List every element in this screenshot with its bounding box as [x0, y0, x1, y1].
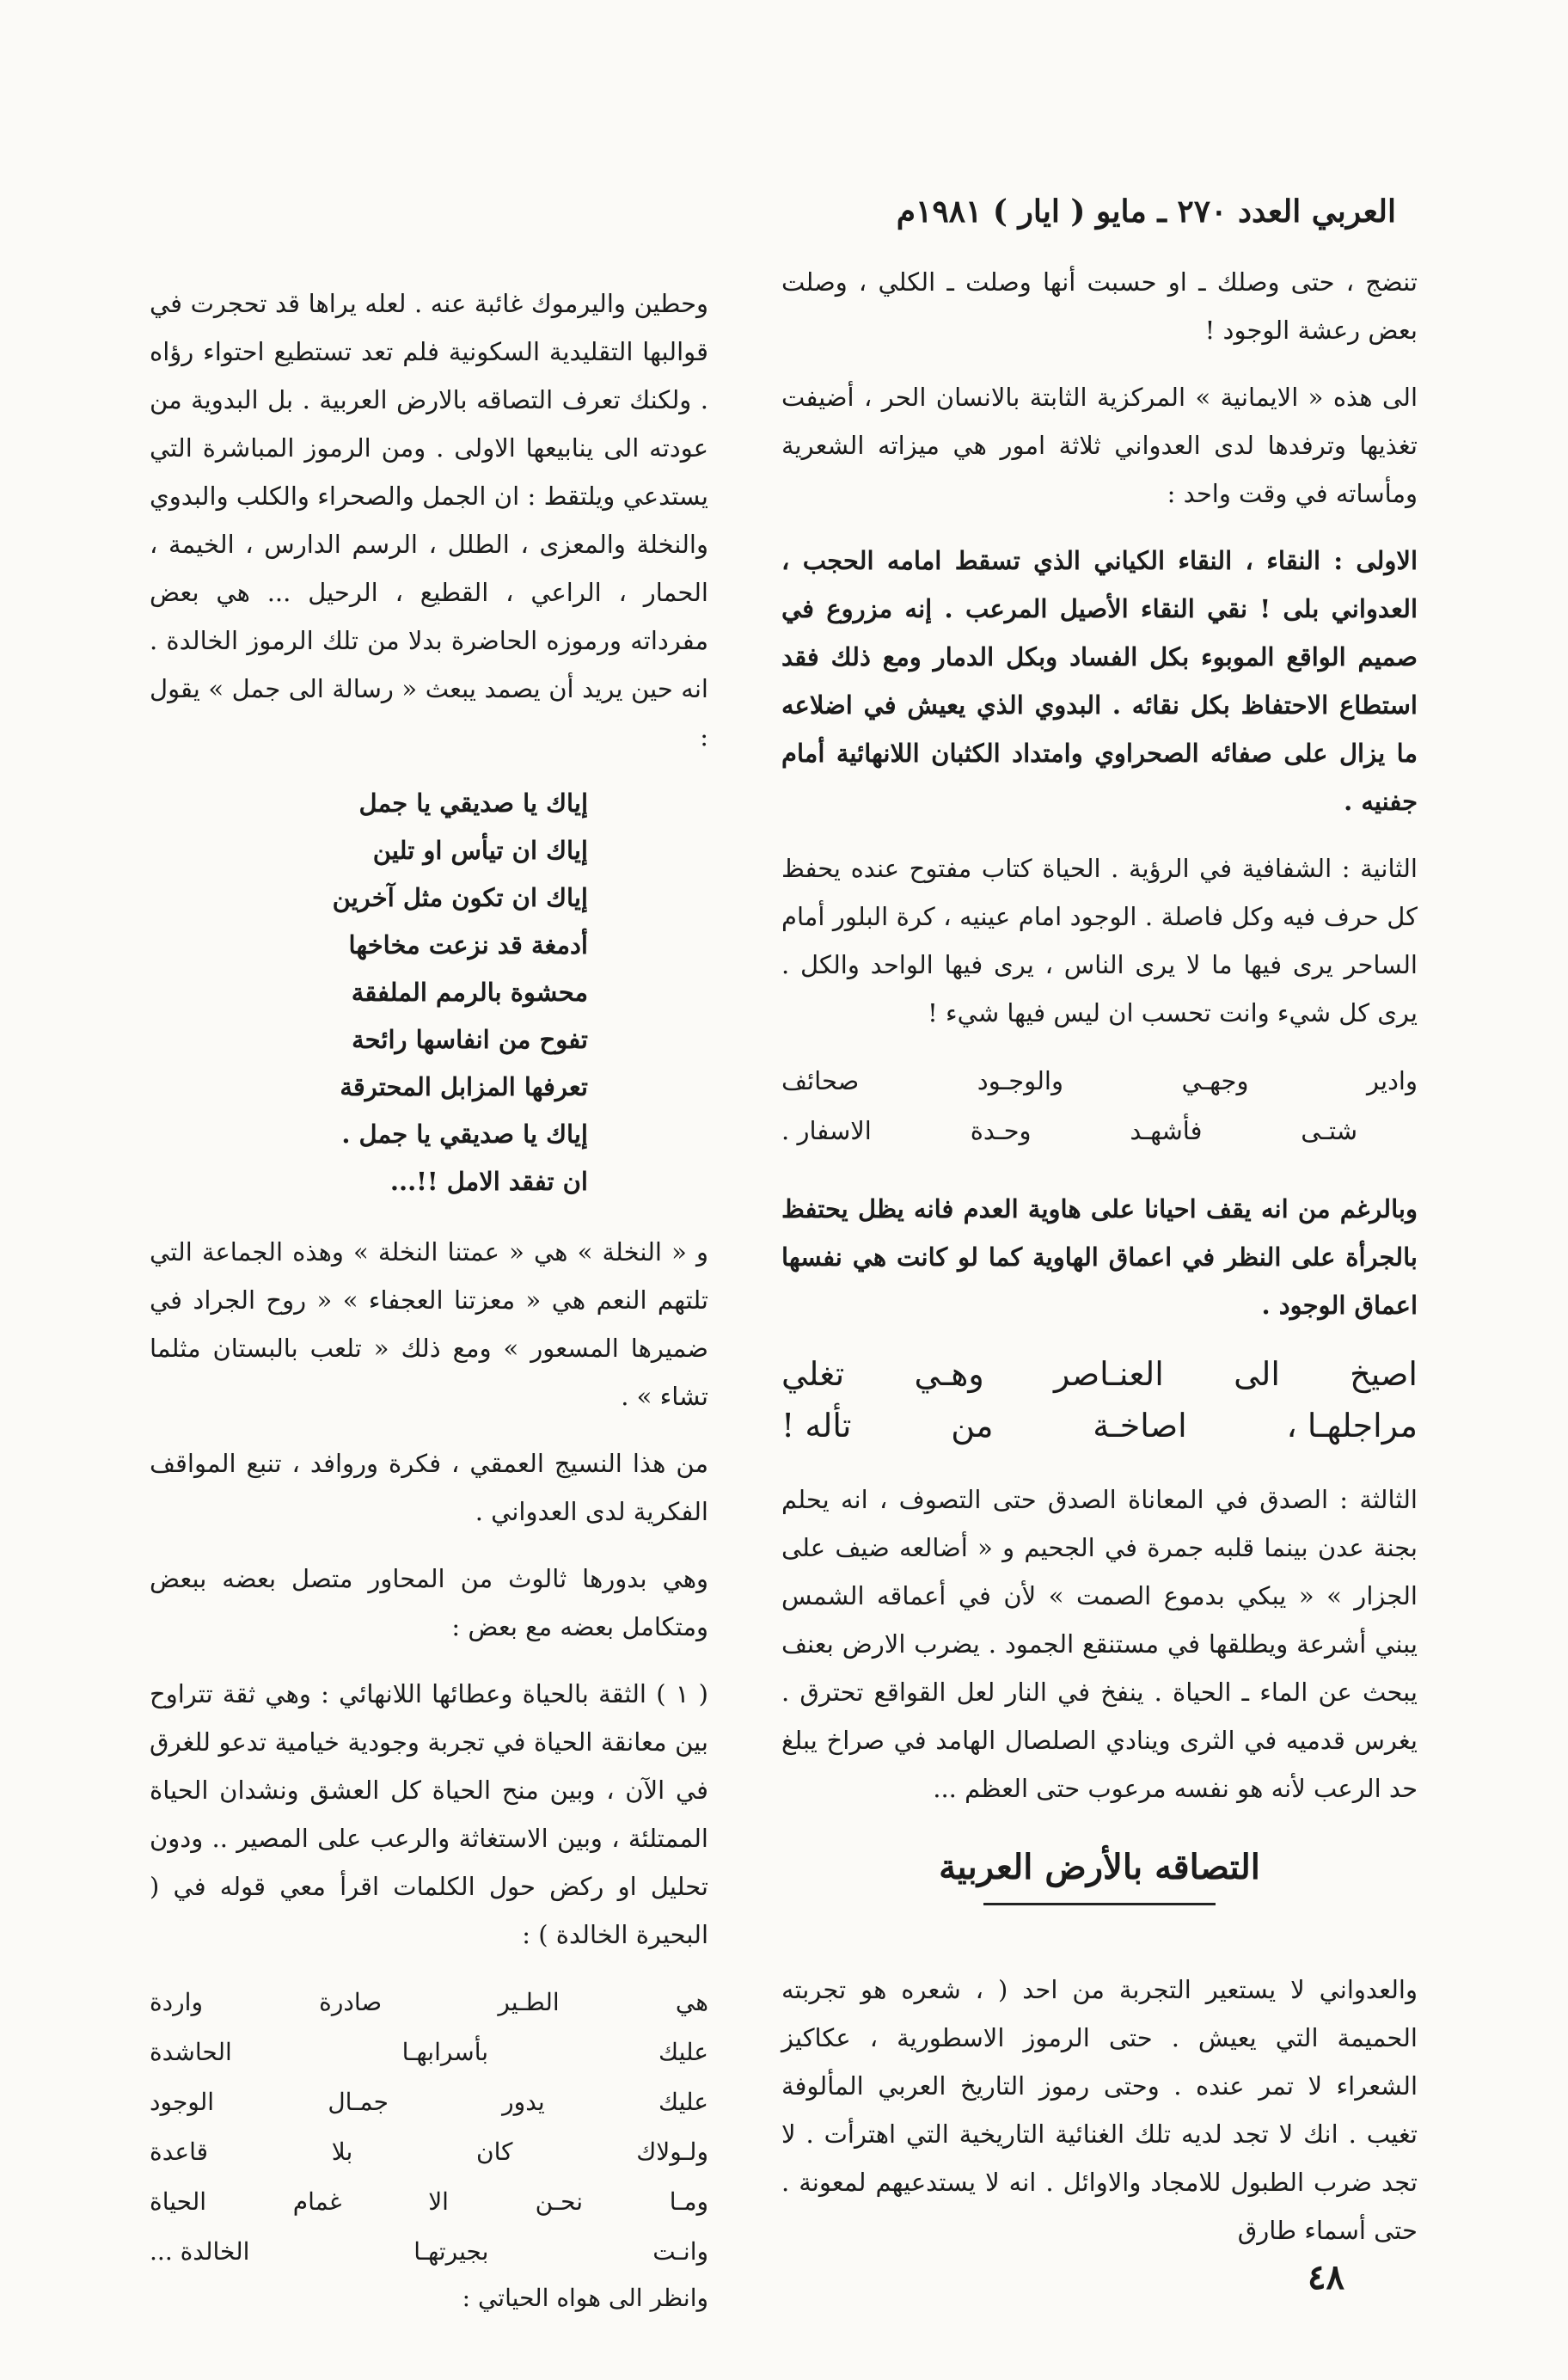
pull-quote-line [781, 1400, 1418, 1451]
verse-word: فأشهـد [1130, 1116, 1203, 1145]
paragraph: وحطين واليرموك غائبة عنه . لعله يراها قد تحجرت في قوالبها التقليدية السكونية فلم تعد تستطيع احتواء رؤاه . ولكنك تعرف التصاقه بالارض العربية . بل البدوية من عودته الى ينابيعها الاولى . ومن الرموز المباشرة التي يستدعي ويلتقط : ان الجمل والصحراء والكلب والبدوي والنخلة والمعزى ، الطلل ، الرسم الدارس ، الخيمة ، الحمار ، الراعي ، القطيع ، الرحيل ... هي بعض مفرداته ورموزه الحاضرة بدلا من تلك الرموز الخالدة . انه حين يريد أن يصمد يبعث « رسالة الى جمل » يقول : [150, 289, 708, 751]
verse-word: الحياة [150, 2187, 207, 2216]
paragraph: و « النخلة » هي « عمتنا النخلة » وهذه الجماعة التي تلتهم النعم هي « معزتنا العجفاء » « روح الجراد في ضميرها المسعور » ومع ذلك « تلعب بالبستان مثلما تشاء » . [150, 1237, 708, 1411]
paragraph: وهي بدورها ثالوث من المحاور متصل بعضه ببعض ومتكامل بعضه مع بعض : [150, 1564, 708, 1641]
verse-line [781, 1056, 1418, 1106]
poem-line: ان تفقد الامل !!... [389, 1167, 588, 1196]
verse-word: وانـت [652, 2237, 708, 2266]
verse-word: وحـدة [970, 1116, 1032, 1145]
pull-quote-line [781, 1348, 1418, 1400]
pull-quote-word: تأله ! [781, 1407, 852, 1445]
poem-line: إياك يا صديقي يا جمل [358, 788, 588, 818]
verse-word: الحاشدة [150, 2038, 232, 2066]
verse-word: شتـى [1301, 1116, 1357, 1145]
pull-quote-word: اصاخـة [1093, 1407, 1187, 1445]
verse-word: وادير [1366, 1066, 1418, 1095]
pull-quote-word: وهـي [914, 1355, 984, 1393]
paragraph: الاولى : النقاء ، النقاء الكياني الذي تسقط امامه الحجب ، العدواني بلى ! نقي النقاء الأصيل المرعب . إنه مزروع في صميم الواقع الموبوء بكل الفساد وبكل الدمار ومع ذلك فقد استطاع الاحتفاظ بكل نقائه . البدوي الذي يعيش في اضلاعه ما يزال على صفائه الصحراوي وامتداد الكثبان اللانهائية أمام جفنيه . [781, 546, 1418, 816]
paragraph: والعدواني لا يستعير التجربة من احد ( ، شعره هو تجربته الحميمة التي يعيش . حتى الرموز الاسطورية ، عكاكيز الشعراء لا تمر عنده . وحتى رموز التاريخ العربي المألوفة تغيب . انك لا تجد لديه تلك الغنائية التاريخية التي اهترأت . لا تجد ضرب الطبول للامجاد والاوائل . انه لا يستدعيهم لمعونة . حتى أسماء طارق [781, 1975, 1418, 2245]
verse-word: غمام [292, 2187, 342, 2216]
verse-line [781, 1106, 1418, 1156]
verse-line [150, 2177, 708, 2227]
paragraph: من هذا النسيج العمقي ، فكرة وروافد ، تنبع المواقف الفكرية لدى العدواني . [150, 1449, 708, 1526]
verse-word: الوجود [150, 2088, 215, 2116]
verse-line [150, 2227, 708, 2277]
poem-line: تعرفها المزابل المحترقة [340, 1072, 588, 1101]
paragraph: تنضج ، حتى وصلك ـ او حسبت أنها وصلت ـ الكلي ، وصلت بعض رعشة الوجود ! [781, 267, 1418, 345]
poem-block [150, 780, 588, 1205]
pull-quote-word: تغلي [781, 1355, 845, 1393]
verse-word: هي [675, 1988, 708, 2016]
verse-word: قاعدة [150, 2138, 209, 2166]
poem-line: إياك يا صديقي يا جمل . [341, 1119, 588, 1149]
verse-word: وجهـي [1181, 1066, 1249, 1095]
paragraph: وبالرغم من انه يقف احيانا على هاوية العدم فانه يظل يحتفظ بالجرأة على النظر في اعماق الهاوية كما لو كانت هي نفسها اعماق الوجود . [781, 1194, 1418, 1320]
verse-word: والوجـود [977, 1066, 1063, 1095]
pull-quote-word: اصيخ [1350, 1355, 1418, 1393]
right-column [781, 258, 1418, 2273]
verse-grid [150, 1978, 708, 2277]
poem-line: محشوة بالرمم الملفقة [351, 978, 588, 1007]
verse-block [781, 1056, 1418, 1156]
paragraph: وانظر الى هواه الحياتي : [462, 2284, 708, 2312]
verse-word: الا [428, 2187, 449, 2216]
verse-word: بأسرابهـا [401, 2038, 489, 2066]
paragraph: الثالثة : الصدق في المعاناة الصدق حتى التصوف ، انه يحلم بجنة عدن بينما قلبه جمرة في الجحيم و « أضالعه ضيف على الجزار » « يبكي بدموع الصمت » لأن في أعماقه الشمس يبني أشرعة ويطلقها في مستنقع الجمود . يضرب الارض بعنف يبحث عن الماء ـ الحياة . ينفخ في النار لعل القواقع تحترق . يغرس قدميه في الثرى وينادي الصلصال الهامد في صراخ يبلغ حد الرعب لأنه هو نفسه مرعوب حتى العظم ... [781, 1485, 1418, 1803]
verse-word: يدور [502, 2088, 545, 2116]
poem-line: أدمغة قد نزعت مخاخها [348, 930, 588, 960]
verse-word: نحـن [535, 2187, 584, 2216]
page-number: ٤٨ [1308, 2257, 1344, 2297]
paragraph: الى هذه « الايمانية » المركزية الثابتة بالانسان الحر ، أضيفت تغذيها وترفدها لدى العدواني ثلاثة امور هي ميزاته الشعرية ومأساته في وقت واحد : [781, 383, 1418, 508]
verse-line [150, 2077, 708, 2127]
pull-quote-word: من [951, 1407, 994, 1445]
paragraph: ( ١ ) الثقة بالحياة وعطائها اللانهائي : وهي ثقة تتراوح بين معانقة الحياة في تجربة وجودية خيامية تدعو للغرق في الآن ، وبين منح الحياة كل العشق ونشدان الحياة الممتلئة ، وبين الاستغاثة والرعب على المصير .. ودون تحليل او ركض حول الكلمات اقرأ معي قوله في ( البحيرة الخالدة ) : [150, 1679, 708, 1949]
verse-word: بجيرتهـا [413, 2237, 489, 2266]
verse-word: كان [476, 2138, 513, 2166]
pull-quote-word: العنـاصر [1053, 1355, 1164, 1393]
verse-word: عليك [658, 2088, 708, 2116]
verse-word: صحائف [781, 1066, 860, 1095]
verse-word: ولـولاك [636, 2138, 708, 2166]
verse-word: الخالدة ... [150, 2237, 250, 2266]
pull-quote [781, 1348, 1418, 1451]
section-divider [983, 1903, 1216, 1905]
poem-line: إياك ان تكون مثل آخرين [332, 883, 588, 912]
poem-line: تفوح من انفاسها رائحة [352, 1025, 588, 1054]
paragraph: الثانية : الشفافية في الرؤية . الحياة كتاب مفتوح عنده يحفظ كل حرف فيه وكل فاصلة . الوجود امام عينيه ، كرة البلور أمام الساحر يرى فيها ما لا يرى الناس ، يرى فيها الواحد والكل . يرى كل شيء وانت تحسب ان ليس فيها شيء ! [781, 854, 1418, 1027]
section-title: التصاقه بالأرض العربية [939, 1847, 1260, 1887]
pull-quote-word: الى [1234, 1355, 1280, 1393]
verse-line [150, 1978, 708, 2027]
verse-line [150, 2027, 708, 2077]
pull-quote-word: مراجلهـا ، [1286, 1407, 1418, 1445]
running-header: العربي العدد ٢٧٠ ـ مايو ( ايار ) ١٩٨١م [896, 193, 1396, 230]
verse-word: بلا [331, 2138, 353, 2166]
verse-word: ومـا [669, 2187, 708, 2216]
verse-line [150, 2127, 708, 2177]
verse-word: الاسفار . [781, 1116, 872, 1145]
left-column [150, 279, 708, 2320]
verse-word: صادرة [319, 1988, 383, 2016]
verse-word: واردة [150, 1988, 203, 2016]
verse-word: جمـال [328, 2088, 389, 2116]
verse-word: عليك [658, 2038, 708, 2066]
poem-line: إياك ان تيأس او تلين [372, 836, 588, 865]
verse-word: الطـير [498, 1988, 560, 2016]
